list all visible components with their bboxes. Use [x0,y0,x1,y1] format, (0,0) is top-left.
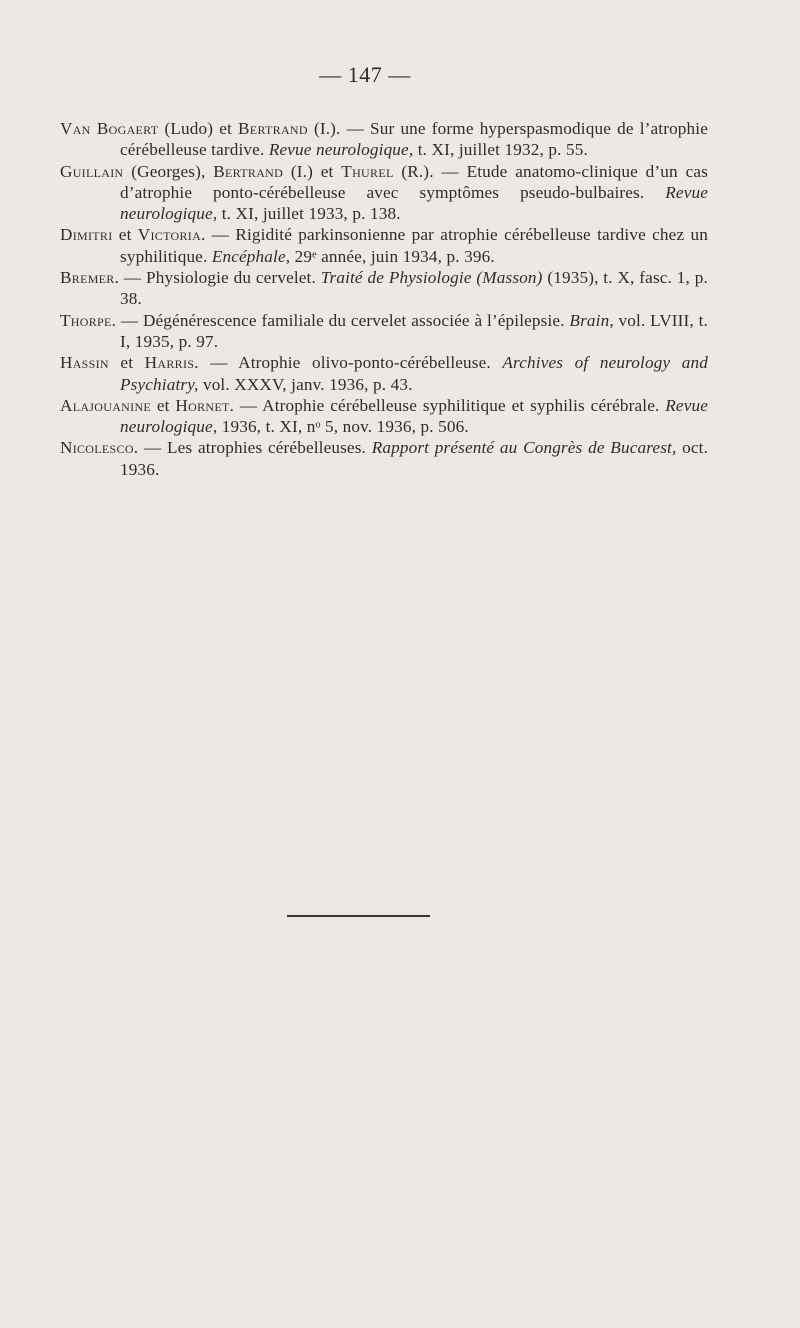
author-name: Hassin [60,353,109,373]
reference-entry [60,224,708,267]
section-divider [287,915,430,917]
author-name: Bertrand [238,119,308,138]
reference-dash: . — [429,161,467,181]
reference-title: Rigidité parkinsonienne par atrophie cérébelleuse tardive chez un syphilitique. [120,225,708,266]
reference-journal: Revue neurologique, [120,395,708,437]
reference-title: Dégénérescence familiale du cervelet associée à l’épilepsie. [142,310,570,330]
reference-entry [60,352,708,395]
reference-title: Etude anatomo-clinique d’un cas d’atrophie ponto-cérébelleuse avec symptômes pseudo-bulbaires. [120,161,708,202]
reference-entry [60,118,708,161]
author-given-name: (R.) [393,161,430,181]
reference-list [60,118,708,480]
author-given-name: (Ludo) [158,119,214,138]
reference-title: Atrophie olivo-ponto-cérébelleuse. [238,353,503,373]
reference-details: vol. LVIII, t. I, 1935, p. 97. [120,310,708,351]
author-name: Guillain [60,161,124,181]
reference-details: t. XI, juillet 1933, p. 138. [217,204,401,224]
reference-title: Physiologie du cervelet. [146,268,321,288]
author-name: Thurel [341,161,394,181]
reference-details: 29ᵉ année, juin 1934, p. 396. [290,246,495,266]
reference-journal: Revue neurologique, [268,140,414,160]
reference-journal: Rapport présenté au Congrès de Bucarest, [371,438,677,458]
author-given-name: (Georges) [123,161,202,181]
reference-dash: . — [201,225,236,245]
reference-entry [60,161,708,225]
reference-details: 1936, t. XI, nᵒ 5, nov. 1936, p. 506. [217,417,469,437]
reference-dash: . — [133,438,167,458]
author-separator: et [151,395,176,415]
author-separator: et [108,353,145,373]
author-name: Alajouanine [60,395,152,415]
reference-journal: Archives of neurology and Psychiatry, [120,353,708,394]
author-separator: et [312,161,342,181]
reference-journal: Traité de Physiologie (Masson) [320,268,543,288]
reference-entry [60,437,708,480]
reference-title: Les atrophies cérébelleuses. [166,438,372,458]
reference-dash: . — [229,395,263,415]
author-name: Victoria [137,225,202,245]
author-separator: , [201,161,214,181]
reference-dash: . — [194,353,239,373]
author-name: Nicolesco [60,438,134,458]
author-name: Dimitri [60,225,113,245]
author-name: Van Bogaert [60,119,159,138]
author-name: Bertrand [213,161,284,181]
reference-entry [60,395,708,438]
reference-dash: . — [114,268,146,288]
author-separator: et [112,225,138,245]
reference-details: (1935), t. X, fasc. 1, p. 38. [120,268,708,309]
author-name: Thorpe [60,310,112,330]
author-given-name: (I.) [307,119,337,138]
reference-title: Atrophie cérébelleuse syphilitique et syphilis cérébrale. [262,395,666,415]
page-number: — 147 — [319,62,411,87]
reference-details: t. XI, juillet 1932, p. 55. [413,140,588,160]
author-name: Hornet [175,395,230,415]
reference-journal: Brain, [569,310,614,330]
reference-entry [60,310,708,353]
reference-journal: Encéphale, [211,246,291,266]
author-name: Bremer [60,268,115,288]
reference-journal: Revue neurologique, [120,182,708,224]
reference-details: oct. 1936. [120,438,709,479]
author-name: Harris [144,353,195,373]
reference-entry [60,267,708,310]
author-separator: et [213,119,239,138]
reference-dash: . — [111,310,143,330]
reference-title: Sur une forme hyperspasmodique de l’atrophie cérébelleuse tardive. [120,119,709,160]
author-given-name: (I.) [283,161,313,181]
reference-dash: . — [336,119,371,138]
reference-details: vol. XXXV, janv. 1936, p. 43. [198,374,413,394]
